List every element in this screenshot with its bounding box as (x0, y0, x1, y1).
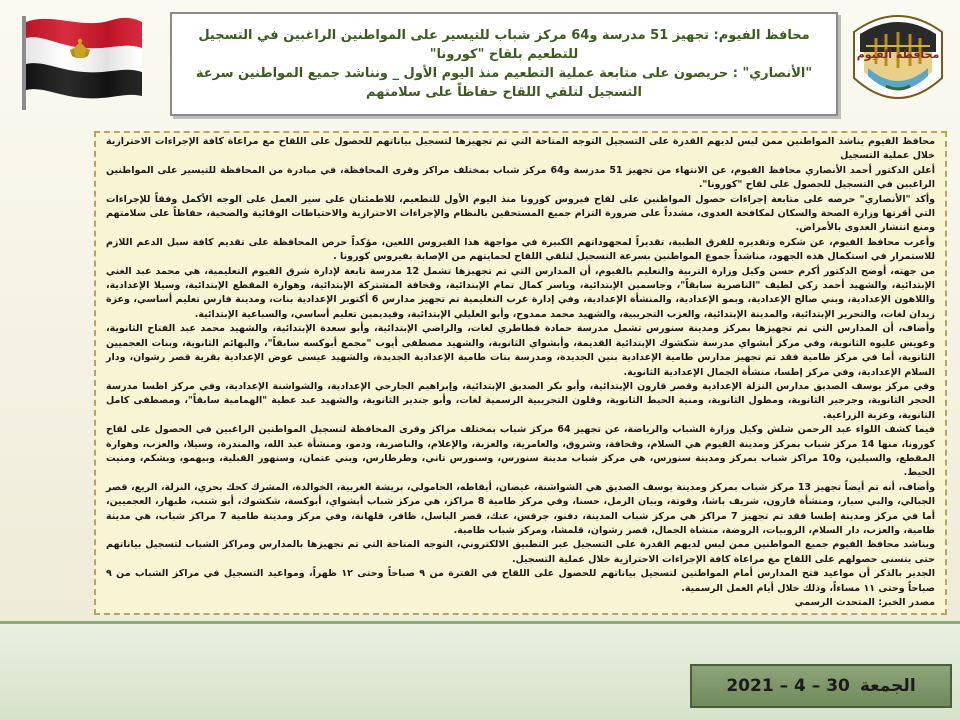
article-paragraph: وفي مركز يوسف الصديق مدارس النزلة الإعدادية وقصر قارون الإبتدائية، وأبو بكر الصديق الإبتدائية، وإبراهيم الجارحي الإعدادية، والشواشنة الإعدادية، وفي مركز اطسا مدرسة الحجر الثانوية، وجرجير الثانوية، ومطول الثانوية، ومنية الحيط الثانوية، وقلون التجريبية الرسمية لغات، وأبو جندير الثانوية، والشهيد عبد عطية "الهمامية سابقاً"، ومصطفى كامل الثانوية، وعزبة الزراعية. (106, 380, 935, 421)
date-label (726, 676, 915, 696)
headline-title: محافظ الفيوم: تجهيز 51 مدرسة و64 مركز شباب للتيسير على المواطنين الراغبين في التسجيل للتطعيم بلقاح "كورونا" (198, 28, 810, 62)
date-day: 30 (826, 676, 850, 696)
article-panel (94, 131, 947, 615)
article-paragraph: وأضاف، أن المدارس التي تم تجهيزها بمركز ومدينة سنورس تشمل مدرسة حمادة فطاطري لغات، والراضي الإبتدائية، وأبو سعدة الإبتدائية، والشهيد محمد عبد الفتاح الثانوية، وعويس عليوه الثانوية، وفي مركز أبشواي مدرسة شكشوك الإبتدائية القديمة، وأبشواي الثانوية، والشهيد مصطفى أيوب "مجمع أبوكسه سابقاً"، والبهائم الثانوية، وبنات العجميين الثانوية، أما في مركز طامية فقد تم تجهيز مدارس طامية الإعدادية بنين الجديدة، ومدرسة بنات طامية الإعدادية الجديدة، والشهيد عيسى عوض الإعدادية بقرية قصر رشوان، ودار السلام الإعدادية، وفي مركز إطسا، منشأة الجمال الإعدادية الثانوية. (106, 323, 935, 378)
article-paragraph: وأعرب محافظ الفيوم، عن شكره وتقديره للفرق الطبية، تقديراً لمجهوداتهم الكبيرة في مواجهة هذا الفيروس اللعين، مؤكداً حرص المحافظة على تقديم كافة سبل الدعم اللازم للاستمرار في استكمال هذه الجهود، مناشداً جموع المواطنين بسرعة التسجيل لتلقي اللقاح لحمايتهم من الإصابة بفيروس كورونا . (106, 236, 935, 263)
svg-text:محافظة الفيوم: محافظة الفيوم (856, 48, 940, 61)
date-month: 4 (794, 676, 806, 696)
date-year: 2021 (726, 676, 774, 696)
article-paragraph: ويناشد محافظ الفيوم جميع المواطنين ممن ليس لديهم القدرة على التسجيل عبر التطبيق الالكتروني، التوجه المتاحة التي تم تجهيزها بالمدارس ومراكز الشباب لتسجيل بياناتهم حتى يتسنى حصولهم على اللقاح مع مراعاة كافة الإجراءات الاحترازية خلال عملية التسجيل. (106, 539, 935, 565)
headline-box (170, 12, 838, 116)
date-separator: – (779, 676, 789, 696)
date-weekday: الجمعة (859, 676, 916, 696)
article-paragraph: وأضاف، أنه تم أيضاً تجهيز 13 مركز شباب بمركز ومدينة يوسف الصديق هي الشواشنة، غيضان، أبقاطه، الحامولي، بريشة الغربية، الخوالدة، المشرك كحك بحري، النزلة، الريع، قصر الجبالي، والبي سيار، ومنشأة قارون، شريف باشا، وقوتة، وبيان الرمل، حسنا، وفي مركز طامية 8 مراكز، هي مركز شباب أبشواي، أبوكسة، شكشوك، أبو شنب، طبهار، العجميين، أما في مركز ومدينة إطسا فقد تم تجهيز 7 مراكز هي مركز شباب المدينة، دفنو، جرفس، عنك، قصر الباسل، ظافر، قلهانة، وفي مركز ومدينة طامية 7 مراكز شباب، هي مدينة طامية، والعزب، دار السلام، الروبيات، الروضة، منشاة الجمال، قصر رشوان، قلمشا، ومركز شباب طامية. (106, 481, 935, 536)
article-source: مصدر الخبر: المتحدث الرسمي (794, 597, 935, 608)
article-paragraph: فيما كشف اللواء عبد الرحمن شلش وكيل وزارة الشباب والرياضة، عن تجهيز 64 مركز شباب بمختلف مراكز وقرى المحافظة لتسجيل المواطنين الراغبين في الحصول على لقاح كورونا، منها 14 مركز شباب بمركز ومدينة الفيوم هي السلام، وقحافة، وشروق، والعامرية، والعزبة، والإعلام، والناصرية، ودمو، ومنشأة عبد الله، والمندرة، وسيلا، والعزب، وهوارة المقطع، والسيلين، و10 مراكز شباب بمركز ومدينة سنورس، هي مركز شباب مدينة سنورس، وسنورس تاني، وطرطارس، وبني عتمان، وسنهور القبلية، وبيهمو، وبشكم، ومنيت الحيط. (106, 424, 936, 479)
egypt-flag-icon (12, 8, 150, 112)
article-paragraph: الجدير بالذكر أن مواعيد فتح المدارس أمام المواطنين لتسجيل بياناتهم للحصول على اللقاح في الفترة من ٩ صباحاً وحتى ١٢ ظهراً، ومواعيد التسجيل في مراكز الشباب من ٩ صباحاً وحتى ١١ مساءاً، وذلك خلال أيام العمل الرسمية. (106, 568, 935, 594)
article-body (106, 135, 935, 610)
headline-subtitle: "الأنصاري" : حريصون على متابعة عملية التطعيم منذ اليوم الأول _ ونناشد جميع المواطنين سرعة التسجيل لتلقي اللقاح حفاظاً على سلامتهم (195, 66, 813, 100)
date-separator: – (811, 676, 821, 696)
article-paragraph: أعلن الدكتور أحمد الأنصاري محافظ الفيوم، عن الانتهاء من تجهيز 51 مدرسة و64 مركز شباب بمختلف مراكز وقرى المحافظة، في مبادرة من المحافظة للتيسير على المواطنين الراغبين في التسجيل للحصول على لقاح "كورونا". (106, 164, 936, 191)
footer-divider (0, 621, 960, 624)
article-paragraph: من جهته، أوضح الدكتور أكرم حسن وكيل وزارة التربية والتعليم بالفيوم، أن المدارس التي تم تجهيزها تشمل 12 مدرسة تابعة لإدارة شرق الفيوم التعليمية، هي محمد عبد الغني الإبتدائية، والشهيد أحمد زكي لطيف "الناصرية سابقاً"، وجاسمين الإبتدائية، وياسر كمال تمام الإبتدائية، وقحافة المشتركة الإبتدائية، وهوارة المقطع الإبتدائية، وسيلا الإعدادية، واللاهون الإعدادية، وبني صالح الإعدادية، وبمو الإعدادية، والمنشأة الإعدادية، وفي إدارة غرب التعليمية تم تجهيز مدارس 6 أكتوبر الإعدادية بنات، ومدينة فارس تعليم أساسي، وعزة زيدان لغات، والتحرير الإبتدائية، والمدينة الإبتدائية، والعزب التجريبية، والشهيد محمد ممدوح، وأبو العليلي الإبتدائية، وفيديمين تعليم أساسي، والسباعية الإبتدائية. (106, 265, 936, 320)
article-paragraph: وأكد "الأنصاري" حرصه على متابعة إجراءات حصول المواطنين على لقاح فيروس كورونا منذ اليوم الأول للتطعيم، للاطمئنان على سير العمل على الوجه الأكمل وفقاً للإجراءات التي أقرتها وزارة الصحة والسكان لمكافحة العدوى، مشدداً على ضرورة التزام جميع المستحقين بالنظام والإجراءات الاحترازية والاحتياطات الوقائية والصحية، حفاظاً على سلامتهم ومنع انتشار العدوى بالأمراض. (106, 193, 935, 234)
fayoum-governorate-logo (846, 8, 950, 118)
article-paragraph: محافظ الفيوم يناشد المواطنين ممن ليس لديهم القدرة على التسجيل التوجه المتاحة التي تم تجهيزها لتسجيل بياناتهم للحصول على اللقاح مع مراعاة كافة الإجراءات الاحترازية خلال عملية التسجيل (106, 136, 935, 162)
date-box (690, 664, 952, 708)
